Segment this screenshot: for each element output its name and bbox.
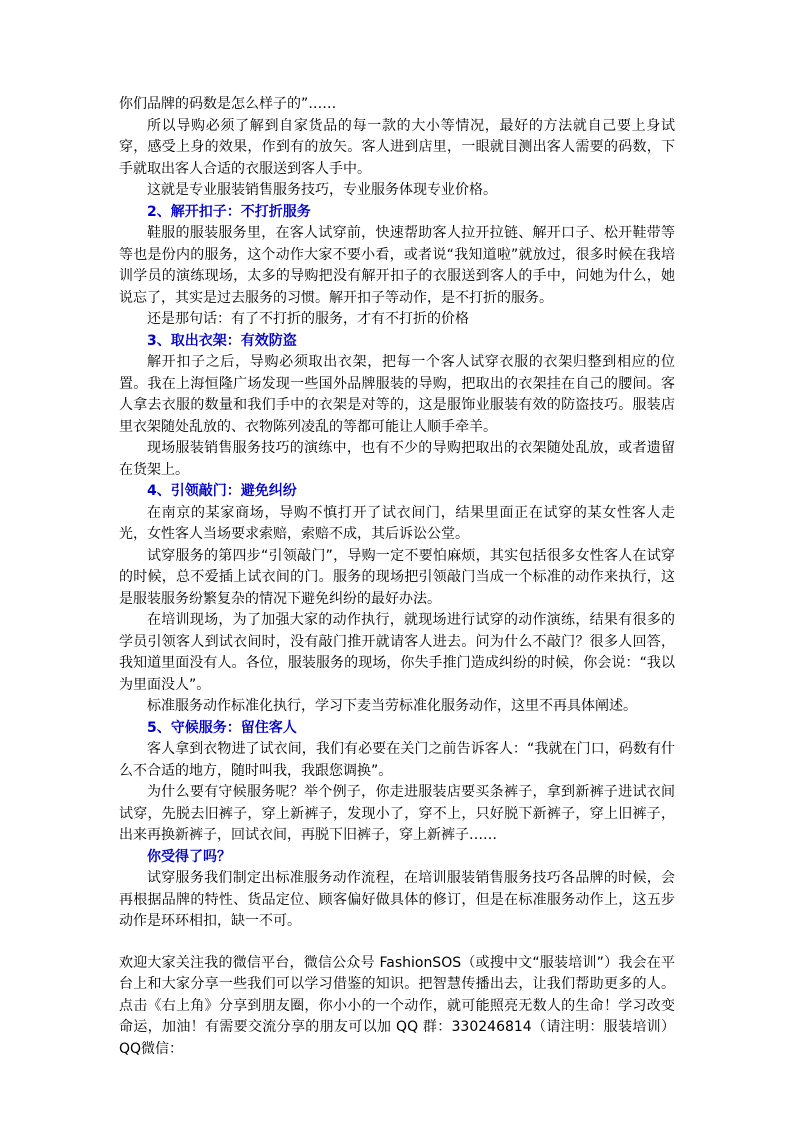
section-heading: 3、取出衣架：有效防盗 — [147, 332, 297, 349]
body-paragraph: 在培训现场，为了加强大家的动作执行，就现场进行试穿的动作演练，结果有很多的学员引领客人到试衣间时，没有敲门推开就请客人进去。问为什么不敲门？很多人回答，我知道里面没有人。各位，服装服务的现场，你失手推门造成纠纷的时候，你会说：“我以为里面没人”。 — [119, 612, 675, 693]
footer-promo: 欢迎大家关注我的微信平台，微信公众号 FashionSOS（或搜中文“服装培训”）我会在平台上和大家分享一些我们可以学习借鉴的知识。把智慧传播出去，让我们帮助更多的人。点击《右上角》分享到朋友圈，你小小的一个动作，就可能照亮无数人的生命！学习改变命运，加油！有需要交流分享的朋友可以加 QQ 群：330246814（请注明：服装培训）QQ微信： — [119, 954, 675, 1057]
section-heading: 你受得了吗？ — [147, 848, 231, 865]
body-paragraph: 还是那句话：有了不打折的服务，才有不打折的价格 — [147, 311, 469, 327]
body-paragraph: 现场服装销售服务技巧的演练中，也有不少的导购把取出的衣架随处乱放，或者遗留在货架上。 — [119, 440, 675, 478]
section-heading: 4、引领敲门：避免纠纷 — [147, 483, 297, 499]
body-paragraph: 所以导购必须了解到自家货品的每一款的大小等情况，最好的方法就自己要上身试穿，感受上身的效果，作到有的放矢。客人进到店里，一眼就目测出客人需要的码数，下手就取出客人合适的衣服送到客人手中。 — [119, 117, 675, 177]
body-paragraph: 鞋服的服装服务里，在客人试穿前，快速帮助客人拉开拉链、解开口子、松开鞋带等等也是份内的服务，这个动作大家不要小看，或者说“我知道啦”就放过，很多时候在我培训学员的演练现场，太多的导购把没有解开扣子的衣服送到客人的手中，问她为什么，她说忘了，其实是过去服务的习惯。解开扣子等动作，是不打折的服务。 — [119, 225, 675, 306]
body-paragraph: 在南京的某家商场，导购不慎打开了试衣间门，结果里面正在试穿的某女性客人走光，女性客人当场要求索赔，索赔不成，其后诉讼公堂。 — [119, 504, 675, 542]
body-paragraph: 试穿服务的第四步“引领敲门”，导购一定不要怕麻烦，其实包括很多女性客人在试穿的时候，总不爱插上试衣间的门。服务的现场把引领敲门当成一个标准的动作来执行，这是服装服务纷繁复杂的情况下避免纠纷的最好办法。 — [119, 547, 675, 607]
section-heading: 2、解开扣子：不打折服务 — [147, 203, 311, 220]
body-paragraph: 客人拿到衣物进了试衣间，我们有必要在关门之前告诉客人：“我就在门口，码数有什么不合适的地方，随时叫我，我跟您调换”。 — [119, 741, 675, 779]
article-content — [119, 94, 675, 933]
section-heading: 5、守候服务：留住客人 — [147, 719, 297, 736]
body-paragraph: 标准服务动作标准化执行，学习下麦当劳标准化服务动作，这里不再具体阐述。 — [147, 698, 637, 714]
document-body — [119, 94, 675, 1060]
section-gap — [119, 933, 675, 953]
body-paragraph: 试穿服务我们制定出标准服务动作流程，在培训服装销售服务技巧各品牌的时候，会再根据品牌的特性、货品定位、顾客偏好做具体的修订，但是在标准服务动作上，这五步动作是环环相扣，缺一不可。 — [119, 870, 675, 929]
body-paragraph: 你们品牌的码数是怎么样子的”…… — [119, 96, 337, 112]
body-paragraph: 为什么要有守候服务呢？举个例子，你走进服装店要买条裤子，拿到新裤子进试衣间试穿，先脱去旧裤子，穿上新裤子，发现小了，穿不上，只好脱下新裤子，穿上旧裤子，出来再换新裤子，回试衣间，再脱下旧裤子，穿上新裤子…… — [119, 784, 675, 843]
body-paragraph: 解开扣子之后，导购必须取出衣架，把每一个客人试穿衣服的衣架归整到相应的位置。我在上海恒隆广场发现一些国外品牌服装的导购，把取出的衣架挂在自己的腰间。客人拿去衣服的数量和我们手中的衣架是对等的，这是服饰业服装有效的防盗技巧。服装店里衣架随处乱放的、衣物陈列凌乱的等都可能让人顺手牵羊。 — [119, 354, 675, 435]
body-paragraph: 这就是专业服装销售服务技巧，专业服务体现专业价格。 — [147, 182, 497, 198]
